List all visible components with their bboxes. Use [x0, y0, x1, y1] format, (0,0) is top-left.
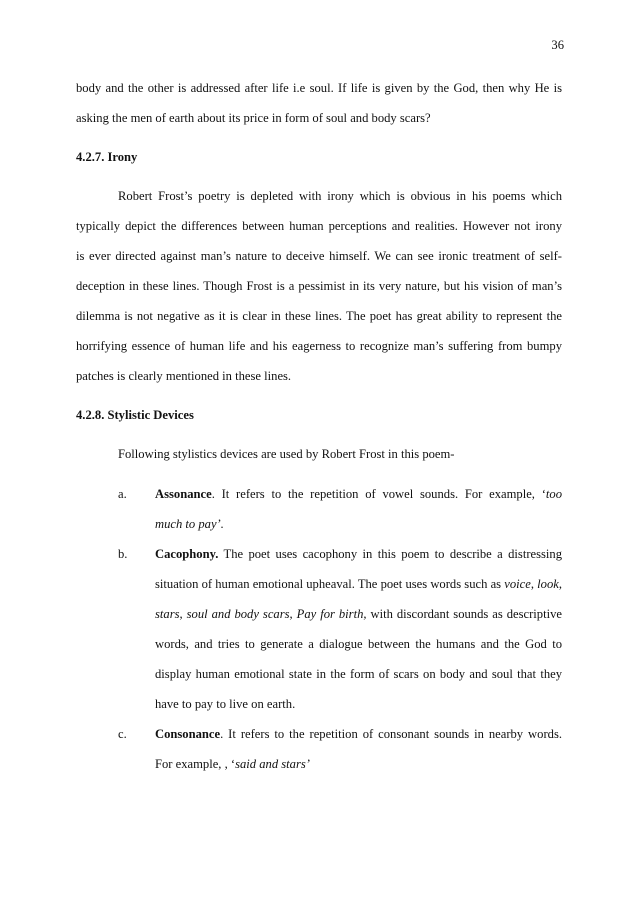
example-text: voice — [504, 577, 531, 591]
paragraph-line: typically depict the differences between human perceptions and realities. However not irony — [76, 219, 562, 233]
list-item-line — [155, 756, 562, 772]
example-text: too — [545, 487, 562, 501]
list-item-line — [155, 576, 562, 592]
term: Consonance — [155, 727, 221, 741]
paragraph-line: dilemma is not negative as it is clear in these lines. The poet has great ability to represent the — [76, 309, 562, 323]
paragraph-line: asking the men of earth about its price in form of soul and body scars? — [76, 111, 431, 125]
paragraph-line: body and the other is addressed after life i.e soul. If life is given by the God, then why He is — [76, 81, 562, 95]
item-text: . It refers to the repetition of consonant sounds in nearby words. — [220, 727, 562, 741]
example-text: said and stars’ — [235, 757, 310, 771]
item-text: The poet uses cacophony in this poem to describe a distressing — [218, 547, 562, 561]
list-marker: a. — [118, 487, 127, 501]
item-text: , — [530, 577, 538, 591]
example-text: stars, soul and body scars, Pay for birth, — [155, 607, 367, 621]
list-item-line — [155, 726, 562, 742]
example-text: look — [537, 577, 559, 591]
item-text: with discordant sounds as descriptive — [366, 607, 562, 621]
list-item-line — [155, 546, 562, 562]
list-item-line — [155, 486, 562, 502]
paragraph-line: horrifying essence of human life and his eagerness to recognize man’s suffering from bumpy — [76, 339, 562, 353]
item-text: situation of human emotional upheaval. The poet uses words such as — [155, 577, 505, 591]
list-marker: b. — [118, 547, 128, 561]
term: Assonance — [155, 487, 212, 501]
paragraph-line: patches is clearly mentioned in these lines. — [76, 369, 292, 383]
paragraph-line: Robert Frost’s poetry is depleted with irony which is obvious in his poems which — [118, 189, 562, 203]
item-text: , — [558, 577, 563, 591]
item-text: . It refers to the repetition of vowel sounds. For example, ‘ — [211, 487, 546, 501]
list-item-line: much to pay’. — [155, 517, 224, 531]
term: Cacophony. — [155, 547, 219, 561]
item-text: For example, , ‘ — [155, 757, 236, 771]
list-item-line: display human emotional state in the form of scars on body and soul that they — [155, 667, 562, 681]
list-marker: c. — [118, 727, 127, 741]
section-heading-irony: 4.2.7. Irony — [76, 150, 138, 164]
list-item-line — [155, 606, 562, 622]
paragraph-line: deception in these lines. Though Frost is a pessimist in its very nature, but his vision of man’s — [76, 279, 562, 293]
list-item-line: have to pay to live on earth. — [155, 697, 296, 711]
paragraph-line: is ever directed against man’s nature to deceive himself. We can see ironic treatment of self- — [76, 249, 562, 263]
section-heading-stylistic-devices: 4.2.8. Stylistic Devices — [76, 408, 194, 422]
intro-line: Following stylistics devices are used by Robert Frost in this poem- — [118, 447, 455, 461]
page-number: 36 — [551, 38, 564, 52]
list-item-line: words, and tries to generate a dialogue between the humans and the God to — [155, 637, 562, 651]
